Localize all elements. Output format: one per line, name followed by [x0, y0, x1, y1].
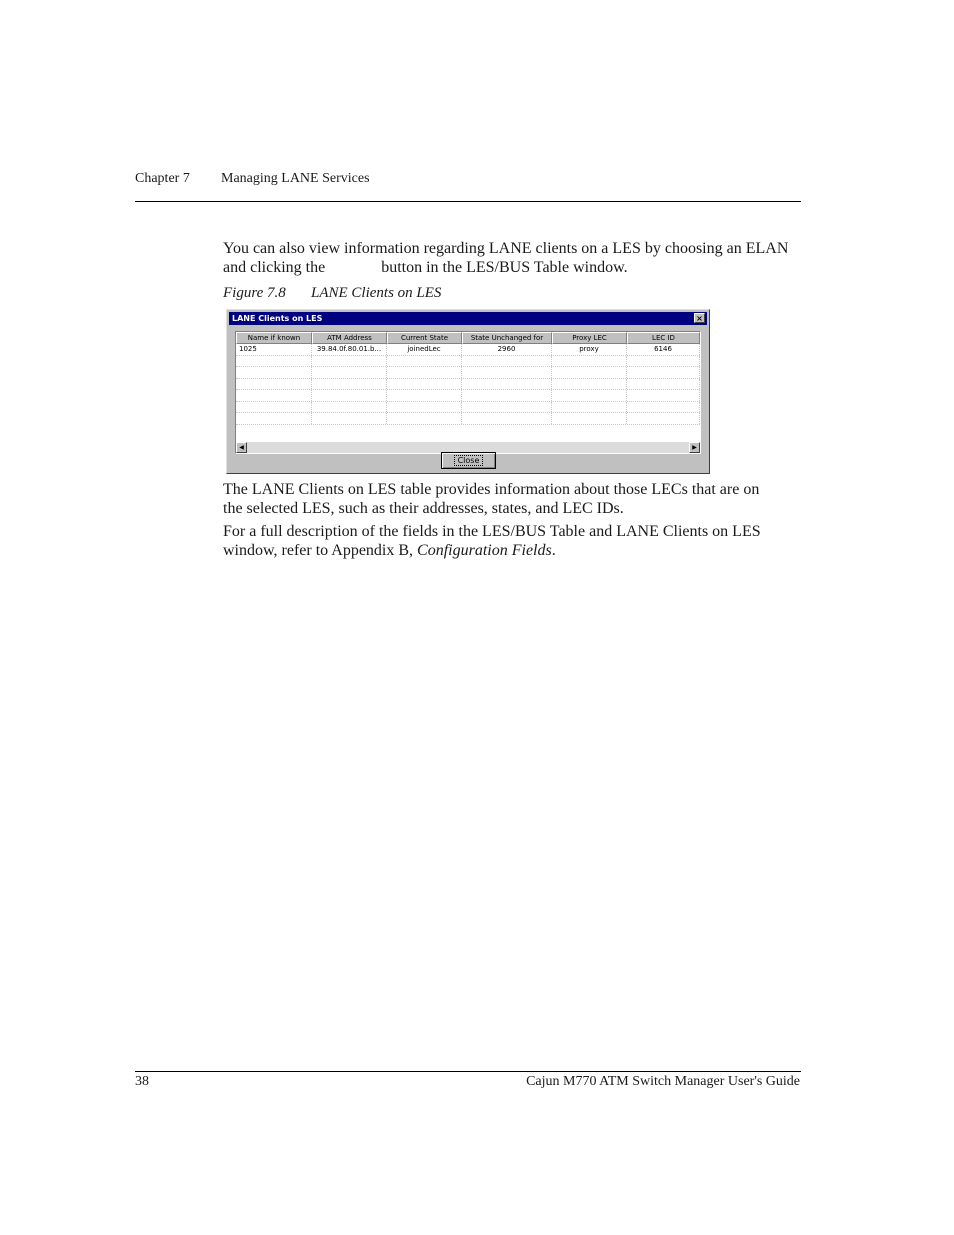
chapter-label: Chapter 7 — [135, 171, 190, 186]
lane-clients-dialog — [226, 309, 710, 474]
table-cell: 2960 — [462, 344, 552, 355]
table-cell — [236, 356, 312, 367]
table-cell — [552, 379, 627, 390]
table-cell — [462, 413, 552, 424]
table-cell — [387, 356, 462, 367]
table-cell — [312, 390, 387, 401]
appendix-reference: Configuration Fields — [417, 542, 552, 559]
table-cell — [236, 367, 312, 378]
body-paragraph-1: The LANE Clients on LES table provides information about those LECs that are on the selected LES, such as their addresses, states, and LEC IDs. — [223, 481, 760, 517]
figure-caption — [223, 285, 441, 302]
table-header — [236, 332, 700, 344]
column-header[interactable]: ATM Address — [312, 332, 387, 344]
body-paragraph-2: For a full description of the fields in the LES/BUS Table and LANE Clients on LES window, refer to Appendix B, Configuration Fields. — [223, 523, 761, 559]
footer-rule — [135, 1071, 801, 1072]
table-cell — [312, 402, 387, 413]
table-row[interactable] — [236, 367, 700, 379]
table-cell: 6146 — [627, 344, 700, 355]
table-cell — [462, 390, 552, 401]
table-cell — [387, 413, 462, 424]
dialog-title: LANE Clients on LES — [232, 314, 323, 323]
table-cell — [312, 367, 387, 378]
table-cell — [387, 390, 462, 401]
intro-line-1: You can also view information regarding LANE clients on a LES by choosing an ELAN — [223, 240, 789, 257]
column-header[interactable]: Name if known — [236, 332, 312, 344]
table-row[interactable] — [236, 413, 700, 425]
figure-label: Figure 7.8 — [223, 285, 286, 301]
dialog-titlebar — [229, 312, 707, 325]
table-cell — [627, 402, 700, 413]
page-number: 38 — [135, 1074, 149, 1089]
scroll-left-icon[interactable]: ◀ — [236, 442, 247, 453]
clients-table[interactable] — [235, 331, 701, 454]
running-header — [135, 171, 370, 187]
scroll-right-icon[interactable]: ▶ — [689, 442, 700, 453]
table-cell — [312, 356, 387, 367]
table-cell — [312, 413, 387, 424]
table-cell — [627, 413, 700, 424]
table-cell — [462, 367, 552, 378]
table-row[interactable] — [236, 390, 700, 402]
header-rule — [135, 201, 801, 202]
table-row[interactable] — [236, 356, 700, 368]
table-cell — [312, 379, 387, 390]
table-cell — [462, 379, 552, 390]
table-cell — [552, 402, 627, 413]
table-cell — [387, 379, 462, 390]
table-body — [236, 344, 700, 425]
book-title: Cajun M770 ATM Switch Manager User's Guide — [526, 1074, 800, 1089]
table-cell — [236, 390, 312, 401]
table-cell — [552, 367, 627, 378]
table-cell — [236, 413, 312, 424]
table-cell — [627, 379, 700, 390]
table-cell — [236, 379, 312, 390]
scroll-thumb[interactable] — [247, 442, 249, 453]
table-cell — [552, 390, 627, 401]
table-cell — [627, 367, 700, 378]
table-cell — [236, 402, 312, 413]
table-cell — [387, 367, 462, 378]
intro-line-2: and clicking the button in the LES/BUS Table window. — [223, 259, 628, 276]
table-cell — [552, 413, 627, 424]
column-header[interactable]: Proxy LEC — [552, 332, 627, 344]
intro-paragraph — [223, 239, 803, 277]
column-header[interactable]: LEC ID — [627, 332, 700, 344]
table-cell: proxy — [552, 344, 627, 355]
close-icon[interactable]: × — [694, 313, 705, 323]
table-cell — [462, 356, 552, 367]
table-cell — [627, 356, 700, 367]
table-cell — [552, 356, 627, 367]
table-cell: 39.84.0f.80.01.b... — [312, 344, 387, 355]
table-cell — [627, 390, 700, 401]
table-cell — [462, 402, 552, 413]
table-row[interactable] — [236, 402, 700, 414]
figure-title: LANE Clients on LES — [311, 285, 442, 301]
column-header[interactable]: Current State — [387, 332, 462, 344]
table-cell: joinedLec — [387, 344, 462, 355]
section-title: Managing LANE Services — [221, 171, 370, 186]
table-row[interactable] — [236, 379, 700, 391]
table-cell — [387, 402, 462, 413]
column-header[interactable]: State Unchanged for — [462, 332, 552, 344]
table-cell: 1025 — [236, 344, 312, 355]
close-button[interactable]: Close — [441, 452, 496, 469]
table-row[interactable] — [236, 344, 700, 356]
